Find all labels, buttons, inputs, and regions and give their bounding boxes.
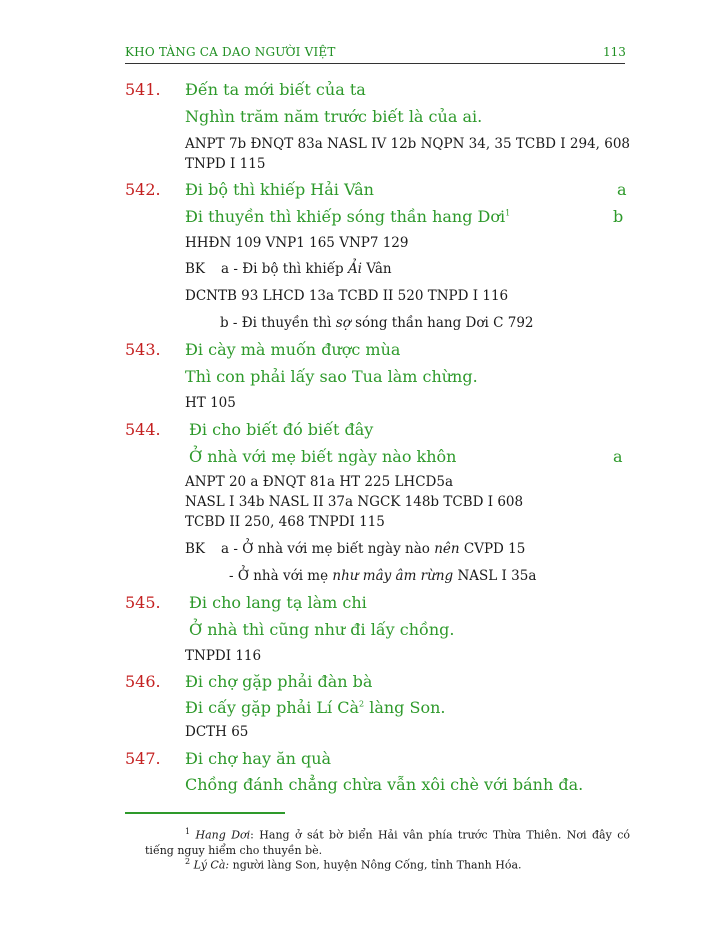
source-citation: NASL I 34b NASL II 37a NGCK 148b TCBD I 608 bbox=[185, 494, 524, 510]
source-citation: HT 105 bbox=[185, 395, 236, 411]
source-citation: TNPDI 116 bbox=[185, 648, 262, 664]
footnote-ref: 1 bbox=[505, 208, 511, 218]
source-citation: TCBD II 250, 468 TNPDI 115 bbox=[185, 514, 385, 530]
footnote-rule bbox=[125, 812, 285, 814]
entry-number: 547. bbox=[125, 749, 161, 768]
book-title: KHO TÀNG CA DAO NGƯỜI VIỆT bbox=[125, 45, 336, 59]
source-citation: HHĐN 109 VNP1 165 VNP7 129 bbox=[185, 235, 409, 251]
footnote-1: $^1$ Hang Dơi: Hang ở sát bờ biển Hải vân phía trước Thừa Thiên. Nơi đây có tiếng nguy hiểm cho thuyền bè. bbox=[145, 827, 630, 857]
variant-mark: b bbox=[613, 207, 624, 226]
verse-line: Đi chợ gặp phải đàn bà bbox=[185, 672, 373, 691]
variant-note: b - Đi thuyền thì sợ sóng thần hang Dơi C 792 bbox=[220, 315, 534, 331]
variant-note: BK a - Ở nhà với mẹ biết ngày nào nên CVPD 15 bbox=[185, 541, 526, 557]
source-citation: ANPT 20 a ĐNQT 81a HT 225 LHCD5a bbox=[185, 474, 453, 490]
source-citation: ANPT 7b ĐNQT 83a NASL IV 12b NQPN 34, 35 TCBD I 294, 608 TNPD I 115 bbox=[185, 136, 631, 172]
page-number: 113 bbox=[603, 45, 626, 59]
verse-line: Ở nhà với mẹ biết ngày nào khôn bbox=[189, 447, 457, 466]
variant-mark: a bbox=[617, 180, 627, 199]
verse-line: Đi thuyền thì khiếp sóng thần hang Dơi$^1$ bbox=[185, 207, 511, 226]
verse-line: Đi cho biết đó biết đây bbox=[189, 420, 374, 439]
source-citation: DCNTB 93 LHCD 13a TCBD II 520 TNPD I 116 bbox=[185, 288, 509, 304]
verse-line: Đi bộ thì khiếp Hải Vân bbox=[185, 180, 374, 199]
verse-line: Đi chợ hay ăn quà bbox=[185, 749, 332, 768]
entry-number: 542. bbox=[125, 180, 161, 199]
entry-number: 543. bbox=[125, 340, 161, 359]
verse-line: Đến ta mới biết của ta bbox=[185, 80, 366, 99]
entry-number: 545. bbox=[125, 593, 161, 612]
verse-line: Đi cày mà muốn được mùa bbox=[185, 340, 401, 359]
verse-line: Chồng đánh chẳng chừa vẫn xôi chè với bánh đa. bbox=[185, 775, 584, 794]
verse-line: Thì con phải lấy sao Tua làm chừng. bbox=[185, 367, 478, 386]
verse-line: Nghìn trăm năm trước biết là của ai. bbox=[185, 107, 483, 126]
footnote-2: $^2$ Lý Cà: người làng Son, huyện Nông Cống, tỉnh Thanh Hóa. bbox=[185, 857, 522, 872]
verse-line: Đi cấy gặp phải Lí $Cà^2$ làng Son. bbox=[185, 698, 446, 717]
verse-line: Ở nhà thì cũng như đi lấy chồng. bbox=[189, 620, 455, 639]
entry-number: 541. bbox=[125, 80, 161, 99]
source-citation: DCTH 65 bbox=[185, 724, 249, 740]
footnote-ref: 2 bbox=[359, 699, 365, 709]
entry-number: 544. bbox=[125, 420, 161, 439]
entry-number: 546. bbox=[125, 672, 161, 691]
variant-mark: a bbox=[613, 447, 623, 466]
variant-note: - Ở nhà với mẹ như mây âm rừng NASL I 35a bbox=[229, 568, 537, 584]
variant-note: BK a - Đi bộ thì khiếp Ải Vân bbox=[185, 261, 392, 277]
header-rule bbox=[125, 63, 625, 64]
verse-line: Đi cho lang tạ làm chi bbox=[189, 593, 367, 612]
